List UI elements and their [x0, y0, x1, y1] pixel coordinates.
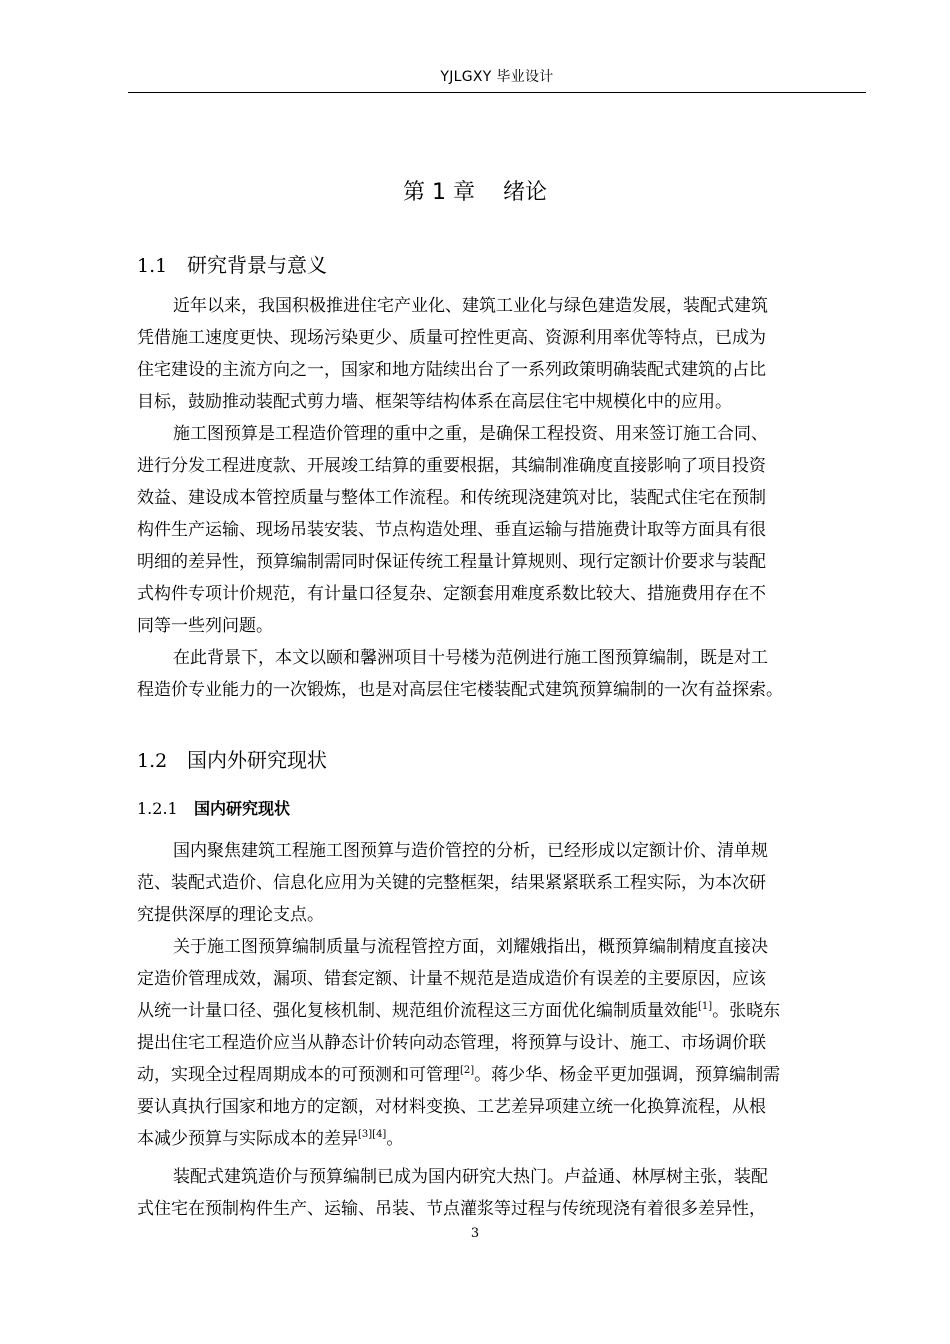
paragraph-line: 提出住宅工程造价应当从静态计价转向动态管理，将预算与设计、施工、市场调价联: [137, 1033, 766, 1053]
paragraph-line: 目标，鼓励推动装配式剪力墙、框架等结构体系在高层住宅中规模化中的应用。: [137, 392, 732, 412]
text-run: 从统一计量口径、强化复核机制、规范组价流程这三方面优化编制质量效能: [137, 1001, 698, 1021]
paragraph-line: 在此背景下，本文以颐和馨洲项目十号楼为范例进行施工图预算编制，既是对工: [173, 648, 768, 668]
page-number: 3: [470, 1226, 480, 1241]
section-1-2-1-body: [137, 835, 857, 1225]
text-run: 。蒋少华、杨金平更加强调，预算编制需: [474, 1065, 781, 1085]
text-run: 本减少预算与实际成本的差异: [137, 1129, 358, 1149]
paragraph-line: 式住宅在预制构件生产、运输、吊装、节点灌浆等过程与传统现浇有着很多差异性，: [137, 1199, 766, 1219]
paragraph-line: 近年以来，我国积极推进住宅产业化、建筑工业化与绿色建造发展，装配式建筑: [173, 296, 768, 316]
paragraph-line: 究提供深厚的理论支点。: [137, 905, 324, 925]
paragraph-line: 要认真执行国家和地方的定额，对材料变换、工艺差异项建立统一化换算流程，从根: [137, 1097, 766, 1117]
citation-ref[interactable]: [4]: [372, 1129, 387, 1140]
paragraph-line: 装配式建筑造价与预算编制已成为国内研究大热门。卢益通、林厚树主张，装配: [173, 1167, 768, 1187]
section-heading-1-2: [137, 745, 327, 776]
paragraph-line: 明细的差异性，预算编制需同时保证传统工程量计算规则、现行定额计价要求与装配: [137, 552, 766, 572]
paragraph-line: 程造价专业能力的一次锻炼，也是对高层住宅楼装配式建筑预算编制的一次有益探索。: [137, 680, 783, 700]
paragraph-line: 效益、建设成本管控质量与整体工作流程。和传统现浇建筑对比，装配式住宅在预制: [137, 488, 766, 508]
paragraph-line: 关于施工图预算编制质量与流程管控方面，刘耀娥指出，概预算编制精度直接决: [173, 937, 768, 957]
section-title: 国内外研究现状: [187, 748, 327, 772]
section-1-1-body: [137, 290, 857, 706]
citation-ref[interactable]: [3]: [358, 1129, 373, 1140]
paragraph-line: 国内聚焦建筑工程施工图预算与造价管控的分析，已经形成以定额计价、清单规: [173, 841, 768, 861]
paragraph-line: 式构件专项计价规范，有计量口径复杂、定额套用难度系数比较大、措施费用存在不: [137, 584, 766, 604]
citation-ref[interactable]: [1]: [698, 1001, 713, 1012]
text-run: 。: [386, 1129, 404, 1149]
section-number: 1.1: [137, 255, 168, 277]
text-run: 动，实现全过程周期成本的可预测和可管理: [137, 1065, 460, 1085]
subsection-heading-1-2-1: [137, 796, 290, 822]
page-header: YJLGXY 毕业设计: [128, 62, 866, 93]
paragraph-line: [137, 995, 857, 1027]
citation-ref[interactable]: [2]: [460, 1065, 475, 1076]
section-title: 研究背景与意义: [187, 253, 327, 277]
chapter-title: 第 1 章 绪论: [403, 180, 547, 205]
paragraph-line: [137, 1123, 857, 1155]
subsection-number: 1.2.1: [137, 799, 178, 818]
paragraph-line: 定造价管理成效，漏项、错套定额、计量不规范是造成造价有误差的主要原因，应该: [137, 969, 766, 989]
paragraph-line: 进行分发工程进度款、开展竣工结算的重要根据，其编制准确度直接影响了项目投资: [137, 456, 766, 476]
subsection-title: 国内研究现状: [194, 799, 291, 818]
section-heading-1-1: [137, 250, 327, 281]
paragraph-line: [137, 1059, 857, 1091]
text-run: 。张晓东: [712, 1001, 781, 1021]
paragraph-line: 同等一些列问题。: [137, 616, 273, 636]
paragraph-line: 凭借施工速度更快、现场污染更少、质量可控性更高、资源利用率优等特点，已成为: [137, 328, 766, 348]
paragraph-line: 施工图预算是工程造价管理的重中之重，是确保工程投资、用来签订施工合同、: [173, 424, 768, 444]
paragraph-line: 范、装配式造价、信息化应用为关键的完整框架，结果紧紧联系工程实际，为本次研: [137, 873, 766, 893]
section-number: 1.2: [137, 750, 168, 772]
paragraph-line: 构件生产运输、现场吊装安装、节点构造处理、垂直运输与措施费计取等方面具有很: [137, 520, 766, 540]
paragraph-line: 住宅建设的主流方向之一，国家和地方陆续出台了一系列政策明确装配式建筑的占比: [137, 360, 766, 380]
